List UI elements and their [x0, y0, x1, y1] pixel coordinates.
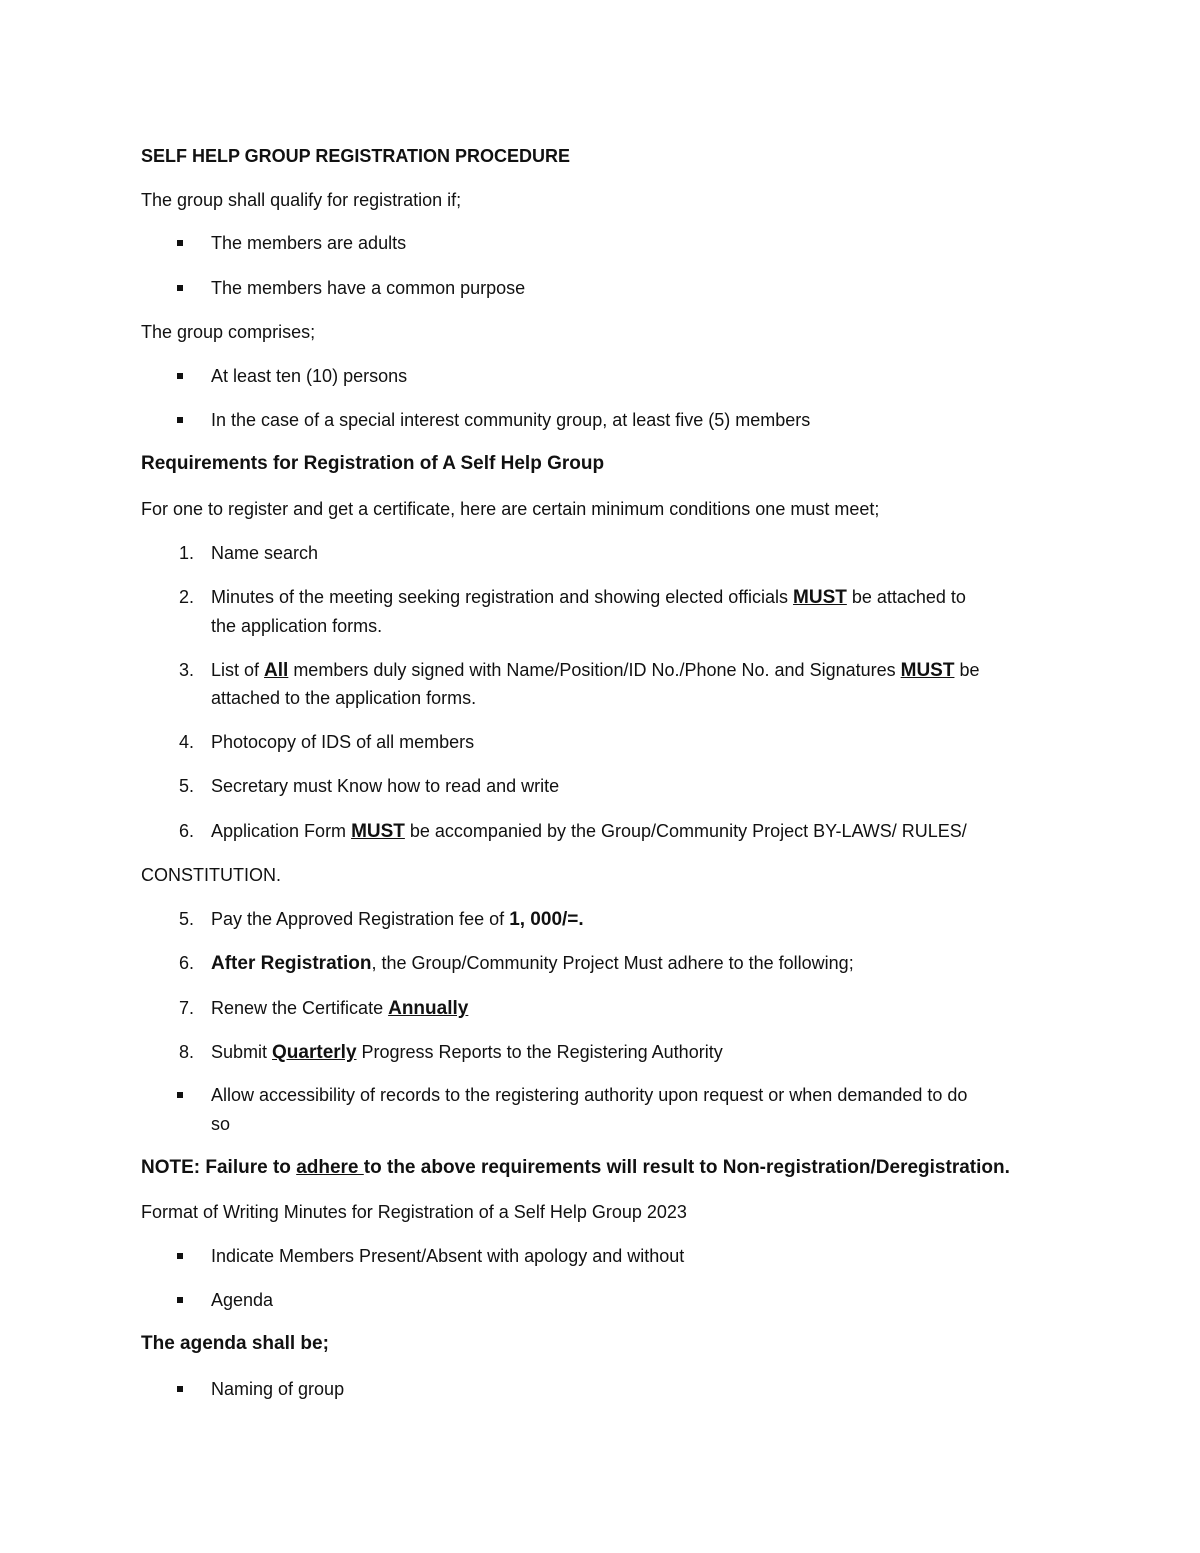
item-text: Renew the Certificate — [211, 998, 389, 1018]
list-number: 8. — [178, 1042, 194, 1062]
list-item: Secretary must Know how to read and write — [211, 776, 560, 796]
note-emphasis: adhere — [296, 1157, 364, 1178]
note-text: to the above requirements will result to Non-registration/Deregistration. — [363, 1157, 1010, 1178]
list-item: In the case of a special interest community group, at least five (5) members — [211, 410, 811, 430]
qualify-intro: The group shall qualify for registration if; — [141, 190, 462, 210]
bullet-icon — [177, 240, 183, 246]
emphasis-quarterly: Quarterly — [272, 1042, 357, 1063]
item-text: Minutes of the meeting seeking registration and showing elected officials — [211, 587, 794, 607]
list-item-continuation: attached to the application forms. — [211, 688, 477, 708]
list-number: 6. — [178, 953, 194, 973]
list-item-continuation: CONSTITUTION. — [141, 865, 281, 885]
list-number: 4. — [178, 732, 194, 752]
requirements-intro: For one to register and get a certificate, here are certain minimum conditions one must meet; — [141, 499, 880, 519]
item-text: be — [954, 660, 980, 680]
list-number: 2. — [178, 587, 194, 607]
list-item — [211, 998, 468, 1019]
item-text: Submit — [211, 1042, 273, 1062]
list-item — [211, 587, 966, 608]
list-item: Agenda — [211, 1290, 274, 1310]
item-text: be attached to — [846, 587, 966, 607]
list-number: 6. — [178, 821, 194, 841]
emphasis-annually: Annually — [388, 998, 469, 1019]
list-number: 3. — [178, 660, 194, 680]
list-item: Photocopy of IDS of all members — [211, 732, 475, 752]
list-item — [211, 953, 854, 974]
bullet-icon — [177, 1092, 183, 1098]
list-item-continuation: the application forms. — [211, 616, 383, 636]
emphasis-all: All — [264, 660, 289, 681]
emphasis-after-registration: After Registration — [211, 953, 372, 974]
list-item-continuation: so — [211, 1114, 231, 1134]
minutes-heading: Format of Writing Minutes for Registration of a Self Help Group 2023 — [141, 1202, 687, 1222]
list-number: 5. — [178, 776, 194, 796]
list-item: Indicate Members Present/Absent with apology and without — [211, 1246, 685, 1266]
list-item — [211, 660, 979, 681]
emphasis-must: MUST — [793, 587, 847, 608]
note-text: NOTE: Failure to — [141, 1157, 297, 1178]
bullet-icon — [177, 1297, 183, 1303]
note-paragraph — [141, 1158, 1010, 1178]
list-item: Allow accessibility of records to the registering authority upon request or when demanded to do — [211, 1085, 968, 1105]
emphasis-must: MUST — [351, 821, 405, 842]
requirements-heading: Requirements for Registration of A Self Help Group — [141, 453, 605, 474]
list-number: 5. — [178, 909, 194, 929]
list-number: 1. — [178, 543, 194, 563]
bullet-icon — [177, 373, 183, 379]
bullet-icon — [177, 1386, 183, 1392]
item-text: Progress Reports to the Registering Authority — [356, 1042, 723, 1062]
item-text: members duly signed with Name/Position/ID No./Phone No. and Signatures — [288, 660, 901, 680]
emphasis-must: MUST — [900, 660, 955, 681]
list-item: At least ten (10) persons — [211, 366, 408, 386]
list-item — [211, 821, 967, 842]
bullet-icon — [177, 285, 183, 291]
page-title: SELF HELP GROUP REGISTRATION PROCEDURE — [141, 146, 571, 166]
list-item: Name search — [211, 543, 319, 563]
agenda-heading: The agenda shall be; — [141, 1333, 329, 1354]
item-text: be accompanied by the Group/Community Project BY-LAWS/ RULES/ — [404, 821, 967, 841]
list-item: The members have a common purpose — [211, 278, 526, 298]
list-item — [211, 1042, 723, 1063]
list-item: The members are adults — [211, 233, 407, 253]
comprises-intro: The group comprises; — [141, 322, 316, 342]
fee-amount: 1, 000/=. — [509, 909, 584, 930]
bullet-icon — [177, 1253, 183, 1259]
list-item: Naming of group — [211, 1379, 345, 1399]
item-text: List of — [211, 660, 265, 680]
list-number: 7. — [178, 998, 194, 1018]
item-text: , the Group/Community Project Must adhere to the following; — [371, 953, 854, 973]
bullet-icon — [177, 417, 183, 423]
item-text: Application Form — [211, 821, 352, 841]
item-text: Pay the Approved Registration fee of — [211, 909, 510, 929]
list-item — [211, 909, 584, 930]
